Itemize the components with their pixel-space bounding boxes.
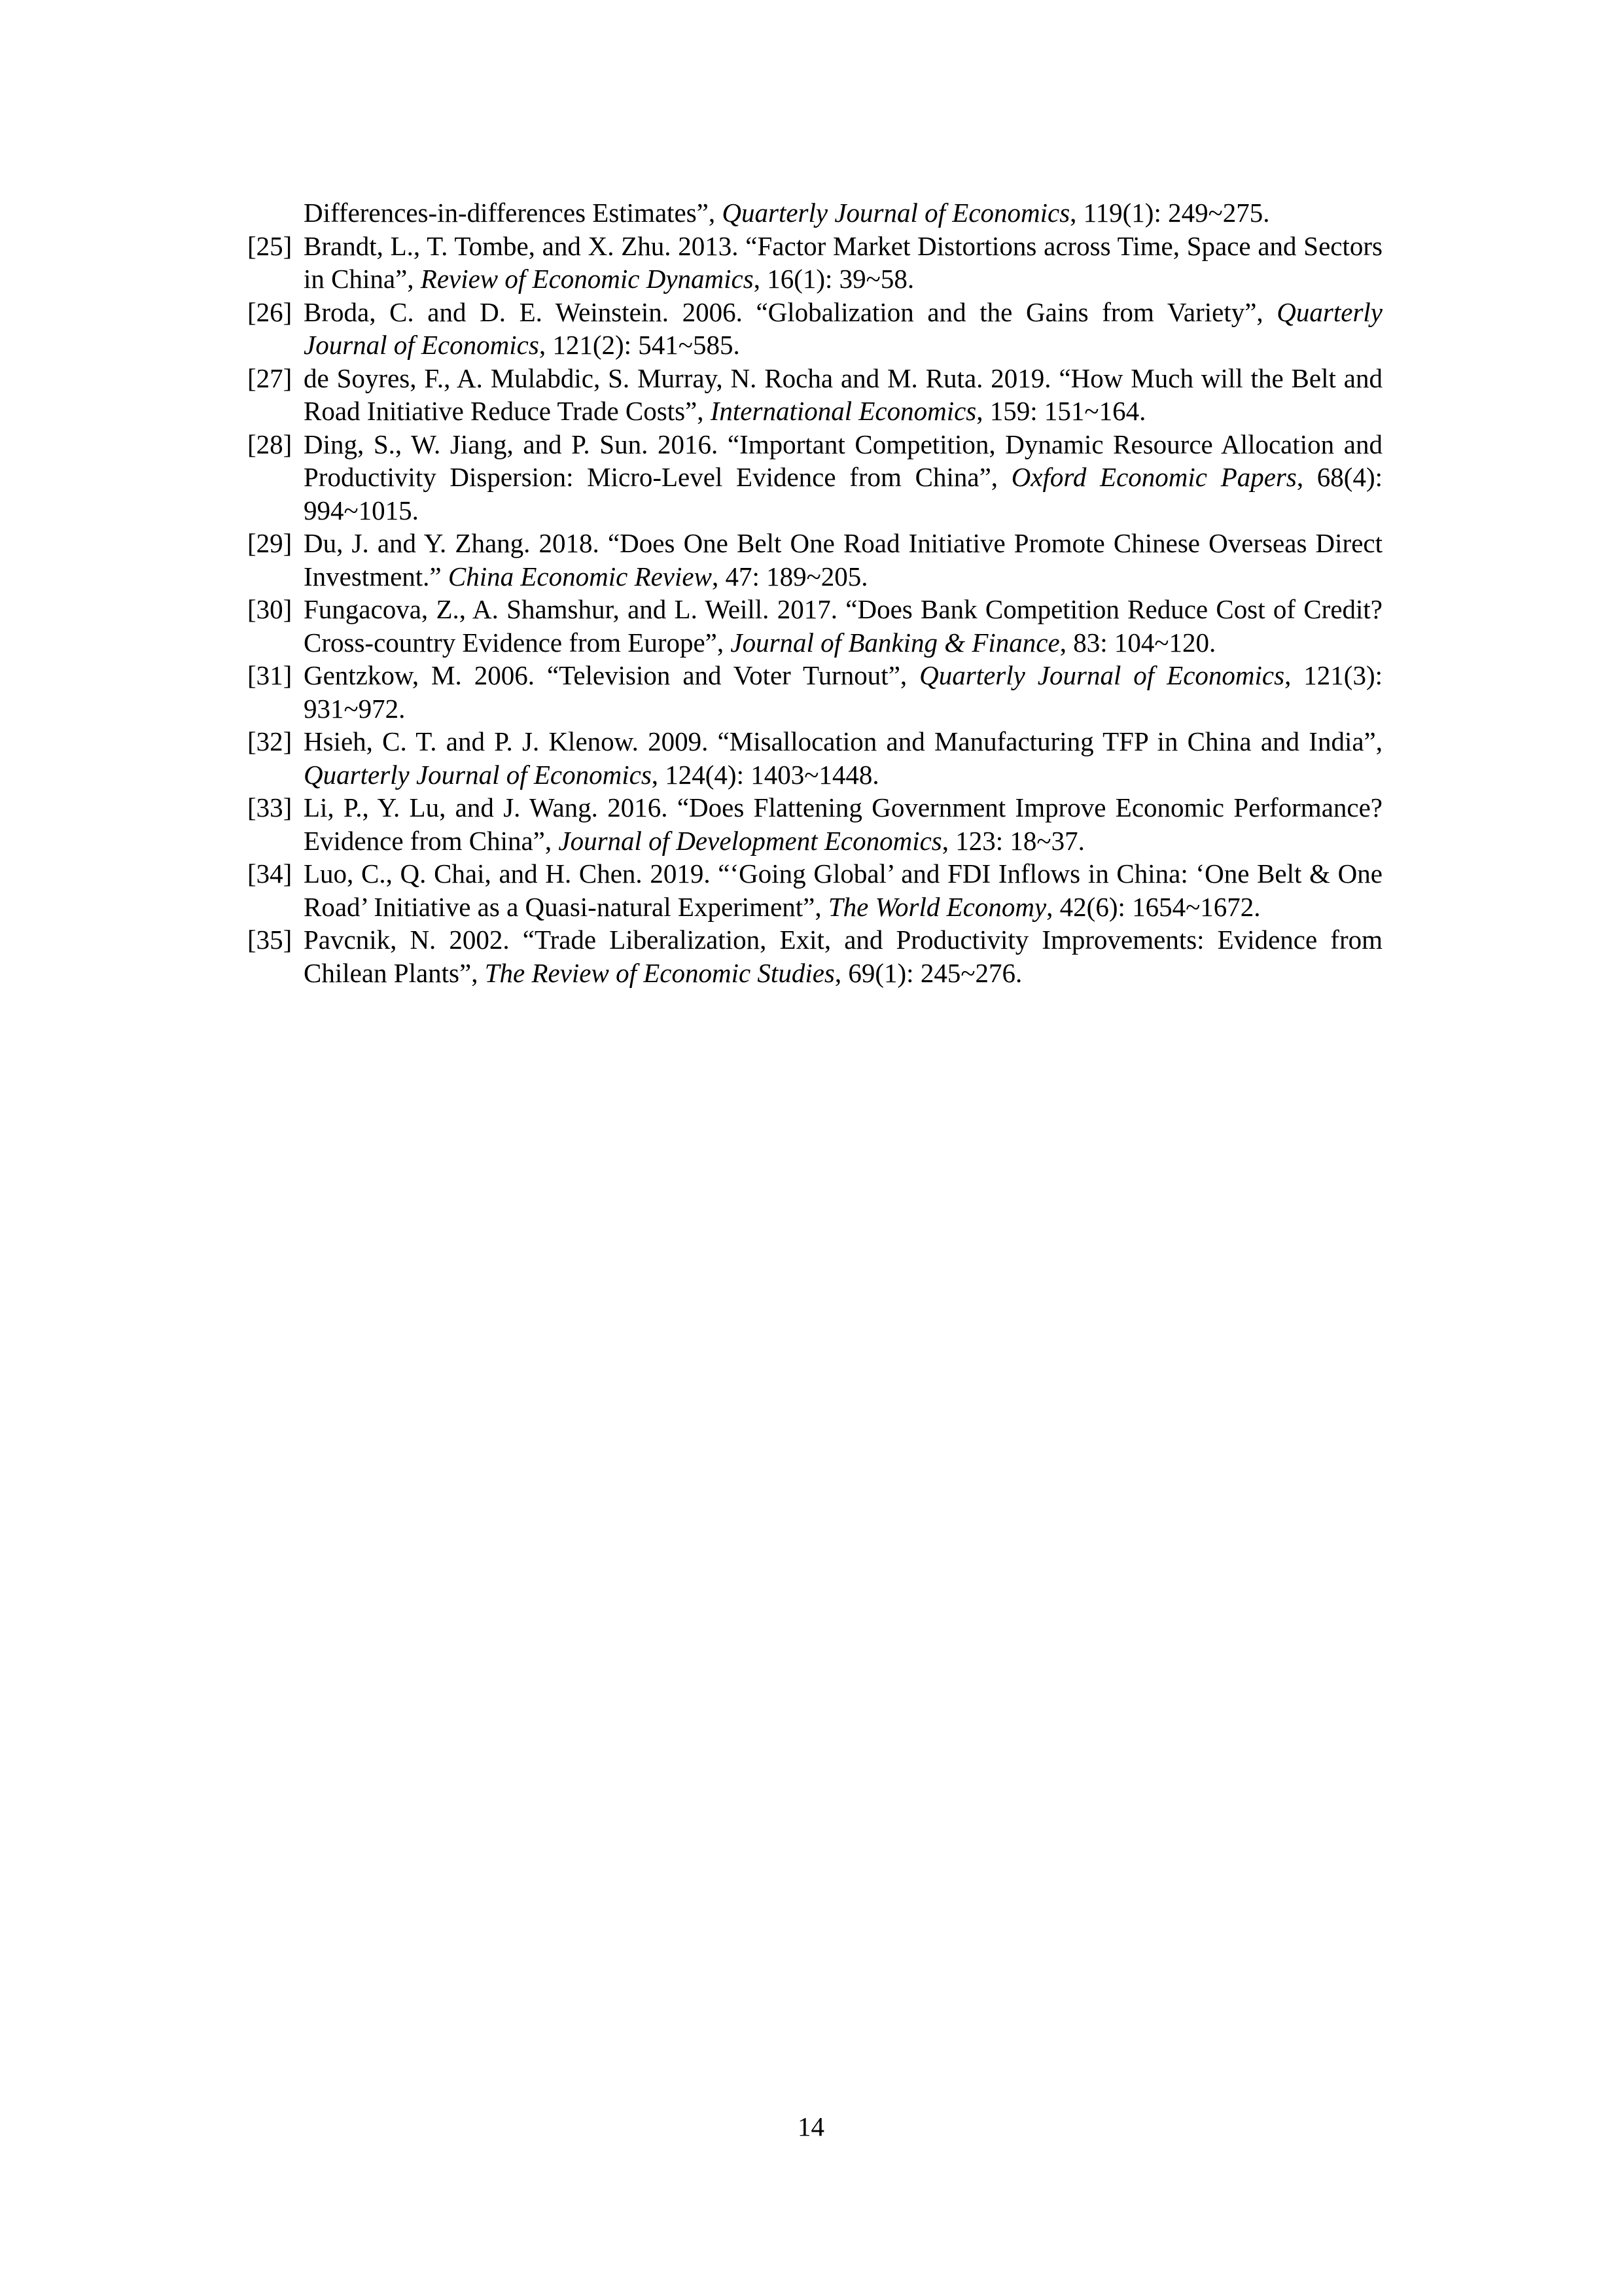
- reference-journal: Review of Economic Dynamics: [420, 264, 754, 294]
- reference-journal: Journal of Development Economics: [558, 825, 942, 856]
- reference-26: [247, 296, 1383, 362]
- reference-journal: Quarterly Journal of Economics: [919, 660, 1285, 690]
- reference-volume: , 159: 151~164.: [976, 396, 1146, 426]
- reference-citation: Pavcnik, N. 2002. “Trade Liberalization, Exit, and Productivity Improvements: Evidence from Chilean Plants”,: [304, 925, 1383, 988]
- reference-citation: Ding, S., W. Jiang, and P. Sun. 2016. “Important Competition, Dynamic Resource Allocation and Productivity Dispersion: Micro-Level Evidence from China”,: [304, 429, 1383, 492]
- reference-text: [304, 791, 1383, 857]
- reference-journal: Quarterly Journal of Economics: [304, 759, 652, 790]
- reference-25: [247, 230, 1383, 296]
- reference-citation: Du, J. and Y. Zhang. 2018. “Does One Belt One Road Initiative Promote Chinese Overseas Direct Investment.”: [304, 528, 1383, 592]
- reference-journal: Oxford Economic Papers: [1011, 462, 1297, 492]
- reference-volume: , 119(1): 249~275.: [1070, 198, 1270, 228]
- reference-27: [247, 362, 1383, 428]
- reference-journal: Quarterly Journal of Economics: [304, 296, 1383, 360]
- reference-30: [247, 593, 1383, 659]
- reference-volume: , 16(1): 39~58.: [753, 264, 915, 294]
- reference-citation: Brandt, L., T. Tombe, and X. Zhu. 2013. “Factor Market Distortions across Time, Space and Sectors in China”,: [304, 230, 1383, 294]
- reference-volume: , 47: 189~205.: [711, 561, 868, 592]
- reference-volume: , 124(4): 1403~1448.: [651, 759, 879, 790]
- reference-citation: de Soyres, F., A. Mulabdic, S. Murray, N. Rocha and M. Ruta. 2019. “How Much will the Belt and Road Initiative Reduce Trade Costs”,: [304, 362, 1383, 426]
- reference-journal: The Review of Economic Studies: [484, 957, 835, 988]
- reference-28: [247, 428, 1383, 527]
- reference-32: [247, 725, 1383, 791]
- reference-volume: , 83: 104~120.: [1059, 627, 1216, 658]
- reference-citation: Hsieh, C. T. and P. J. Klenow. 2009. “Misallocation and Manufacturing TFP in China and India”,: [304, 726, 1383, 756]
- reference-text: [304, 527, 1383, 593]
- reference-text: [304, 725, 1383, 791]
- reference-citation: Gentzkow, M. 2006. “Television and Voter Turnout”,: [304, 660, 920, 690]
- reference-number: [28]: [247, 429, 292, 459]
- reference-journal: International Economics: [710, 396, 977, 426]
- reference-number: [26]: [247, 296, 292, 327]
- reference-citation: Differences-in-differences Estimates”,: [304, 198, 722, 228]
- reference-citation: Fungacova, Z., A. Shamshur, and L. Weill. 2017. “Does Bank Competition Reduce Cost of Credit? Cross-country Evidence from Europe”,: [304, 594, 1383, 658]
- reference-text: [304, 428, 1383, 527]
- reference-number: [35]: [247, 925, 292, 955]
- reference-volume: , 121(2): 541~585.: [538, 330, 740, 360]
- reference-journal: Journal of Banking & Finance: [730, 627, 1060, 658]
- reference-number: [30]: [247, 594, 292, 624]
- reference-number: [33]: [247, 792, 292, 822]
- reference-journal: The World Economy: [828, 891, 1047, 922]
- reference-number: [27]: [247, 362, 292, 393]
- reference-continuation: [247, 196, 1383, 230]
- reference-journal: Quarterly Journal of Economics: [722, 198, 1070, 228]
- reference-number: [32]: [247, 726, 292, 756]
- reference-text: [304, 659, 1383, 725]
- reference-number: [25]: [247, 230, 292, 261]
- reference-number: [29]: [247, 528, 292, 558]
- reference-34: [247, 857, 1383, 923]
- reference-35: [247, 923, 1383, 989]
- reference-volume: , 123: 18~37.: [942, 825, 1085, 856]
- reference-citation: Broda, C. and D. E. Weinstein. 2006. “Globalization and the Gains from Variety”,: [304, 296, 1277, 327]
- reference-journal: China Economic Review: [448, 561, 712, 592]
- reference-volume: , 42(6): 1654~1672.: [1046, 891, 1261, 922]
- reference-volume: , 69(1): 245~276.: [834, 957, 1023, 988]
- reference-33: [247, 791, 1383, 857]
- reference-text: [304, 196, 1383, 230]
- reference-citation: Li, P., Y. Lu, and J. Wang. 2016. “Does Flattening Government Improve Economic Performance? Evidence from China”,: [304, 792, 1383, 856]
- reference-text: [304, 230, 1383, 296]
- reference-number: [31]: [247, 660, 292, 690]
- reference-list: [247, 196, 1383, 989]
- reference-text: [304, 923, 1383, 989]
- reference-text: [304, 593, 1383, 659]
- reference-text: [304, 362, 1383, 428]
- reference-volume: , 121(3): 931~972.: [304, 660, 1383, 724]
- reference-citation: Luo, C., Q. Chai, and H. Chen. 2019. “‘Going Global’ and FDI Inflows in China: ‘One Belt & One Road’ Initiative as a Quasi-natural Experiment”,: [304, 858, 1383, 922]
- reference-volume: , 68(4): 994~1015.: [304, 462, 1383, 525]
- reference-text: [304, 857, 1383, 923]
- reference-31: [247, 659, 1383, 725]
- page-number: 14: [798, 2111, 824, 2142]
- reference-29: [247, 527, 1383, 593]
- reference-text: [304, 296, 1383, 362]
- reference-number: [34]: [247, 858, 292, 889]
